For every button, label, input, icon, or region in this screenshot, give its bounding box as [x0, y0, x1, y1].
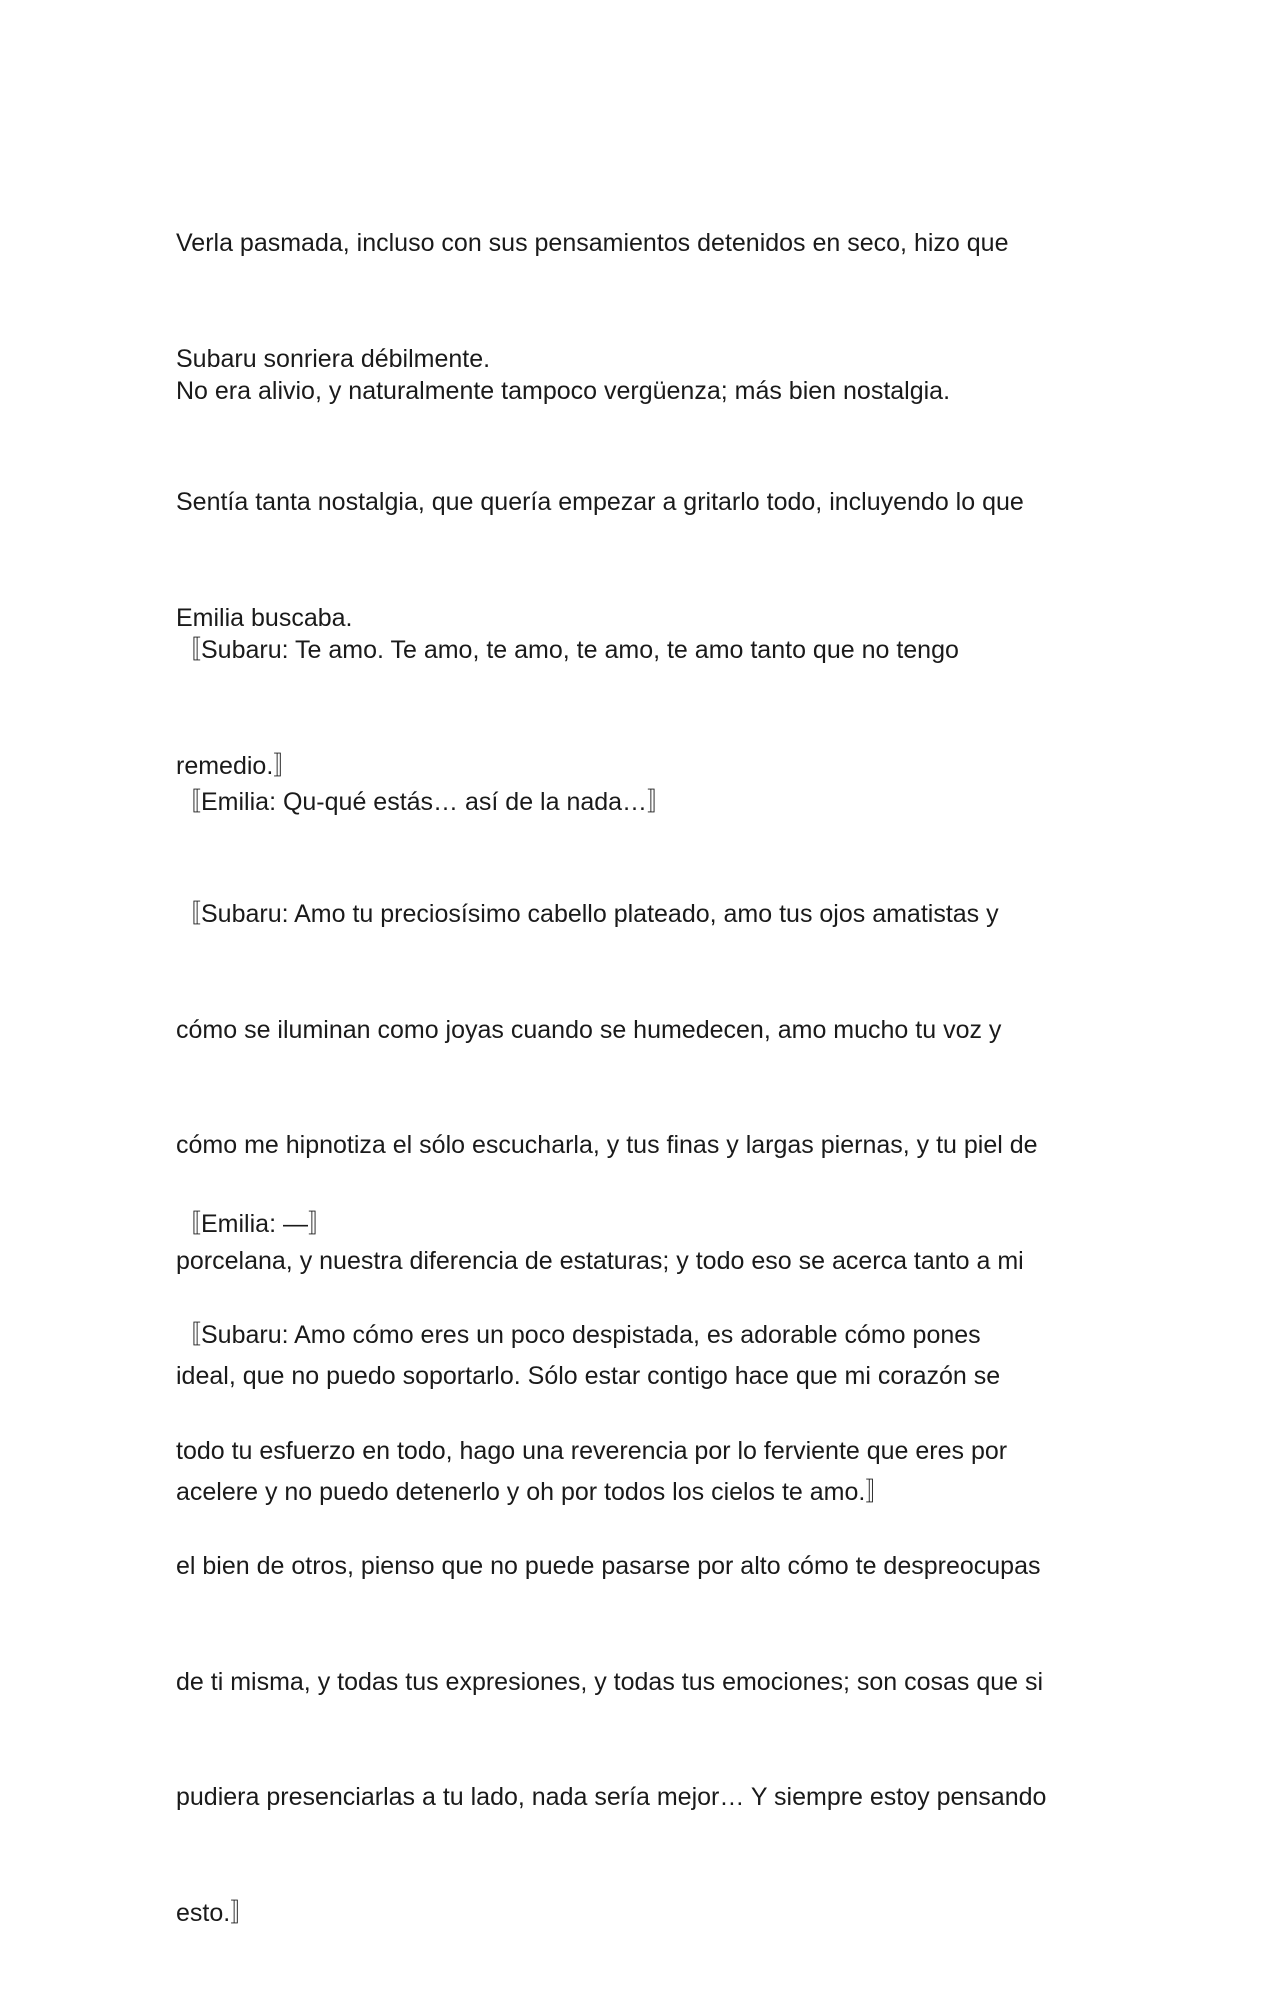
text-line: Verla pasmada, incluso con sus pensamientos detenidos en seco, hizo que	[176, 229, 1009, 257]
text-line: Sentía tanta nostalgia, que quería empezar a gritarlo todo, incluyendo lo que	[176, 488, 1024, 516]
text-line: el bien de otros, pienso que no puede pasarse por alto cómo te despreocupas	[176, 1552, 1041, 1580]
text-line: de ti misma, y todas tus expresiones, y todas tus emociones; son cosas que si	[176, 1667, 1044, 1696]
text-line: Emilia buscaba.	[176, 603, 353, 632]
text-line: porcelana, y nuestra diferencia de estaturas; y todo eso se acerca tanto a mi	[176, 1246, 1024, 1275]
text-line: acelere y no puedo detenerlo y oh por todos los cielos te amo.〛	[176, 1477, 891, 1506]
text-line: 〚Subaru: Amo cómo eres un poco despistada, es adorable cómo pones	[176, 1321, 981, 1349]
text-line: esto.〛	[176, 1898, 256, 1927]
text-line: 〚Emilia: —〛	[176, 1210, 333, 1238]
text-line: 〚Emilia: Qu-qué estás… así de la nada…〛	[176, 788, 673, 816]
text-line: todo tu esfuerzo en todo, hago una reverencia por lo ferviente que eres por	[176, 1436, 1008, 1465]
text-line: 〚Subaru: Amo tu preciosísimo cabello plateado, amo tus ojos amatistas y	[176, 900, 999, 928]
text-line: ideal, que no puedo soportarlo. Sólo estar contigo hace que mi corazón se	[176, 1362, 1001, 1390]
text-line: cómo se iluminan como joyas cuando se humedecen, amo mucho tu voz y	[176, 1015, 1002, 1044]
text-line: pudiera presenciarlas a tu lado, nada sería mejor… Y siempre estoy pensando	[176, 1783, 1047, 1811]
text-line: 〚Subaru: Te amo. Te amo, te amo, te amo, te amo tanto que no tengo	[176, 636, 959, 664]
paragraph-dialogue-subaru-3	[176, 1239, 1106, 2009]
text-line: No era alivio, y naturalmente tampoco vergüenza; más bien nostalgia.	[176, 377, 951, 405]
text-line: remedio.〛	[176, 751, 299, 780]
text-line: cómo me hipnotiza el sólo escucharla, y tus finas y largas piernas, y tu piel de	[176, 1131, 1038, 1159]
text-line: Subaru sonriera débilmente.	[176, 344, 491, 373]
